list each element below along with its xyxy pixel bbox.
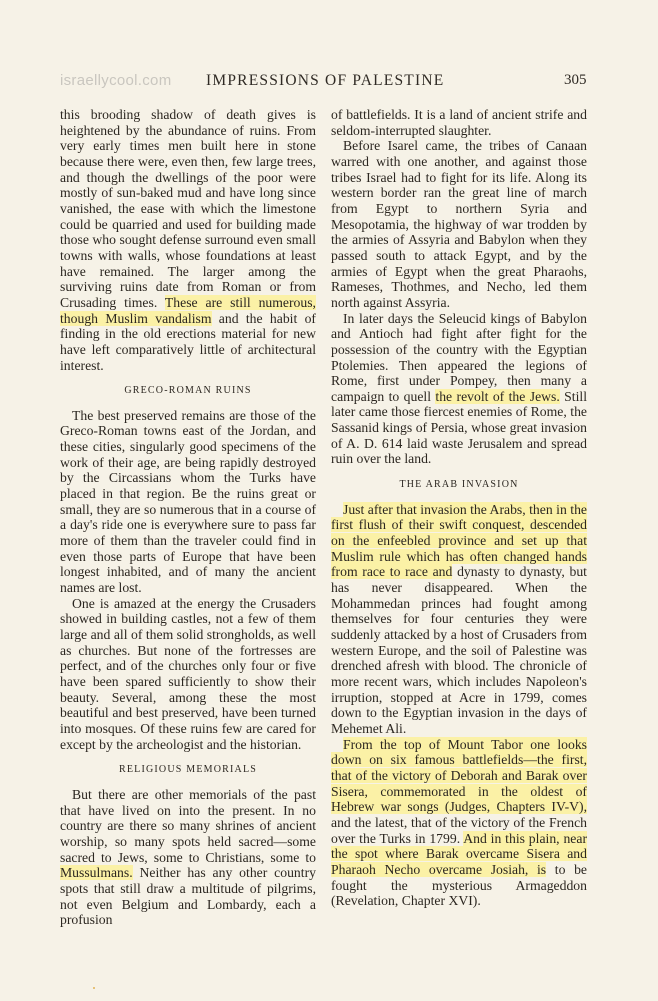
left-column bbox=[60, 107, 316, 928]
paragraph: Just after that invasion the Arabs, then in the first flush of their swift conquest, descended on the enfeebled province and set up that Muslim rule which has often changed hands from race to race and dynasty to dynasty, but has never disappeared. When the Mohammedan princes had fought among themselves for four centuries they were suddenly attacked by a host of Crusaders from western Europe, and the soil of Palestine was drenched afresh with blood. The chronicle of more recent wars, which includes Napoleon's irruption, stopped at Acre in 1799, comes down to the Egyptian invasion in the days of Mehemet Ali. bbox=[331, 501, 587, 736]
highlighted-text: Just after that invasion the Arabs, then in the first flush of their swift conquest, descended on the enfeebled province and set up that Muslim rule which has often changed hands from race to race and bbox=[331, 501, 587, 580]
page-number: 305 bbox=[564, 72, 587, 88]
paragraph: From the top of Mount Tabor one looks down on six famous battlefields—the first, that of the victory of Deborah and Barak over Sisera, commemorated in the oldest of Hebrew war songs (Judges, Chapters IV-V), and the latest, that of the victory of the French over the Turks in 1799. And in this plain, near the spot where Barak overcame Sisera and Pharaoh Necho overcame Josiah, is to be fought the mysterious Armageddon (Revelation, Chapter XVI). bbox=[331, 736, 588, 909]
highlighted-text: And in this plain, near the spot where Barak overcame Sisera and Pharaoh Necho overcame Josiah, is bbox=[331, 830, 588, 877]
paragraph: of battlefields. It is a land of ancient strife and seldom-interrupted slaughter. bbox=[331, 107, 587, 138]
running-title: IMPRESSIONS OF PALESTINE bbox=[206, 72, 445, 89]
highlighted-text: From the top of Mount Tabor one looks down on six famous battlefields—the first, that of the victory of Deborah and Barak over Sisera, commemorated in the oldest of Hebrew war songs (Judges, Chapters IV-V), bbox=[331, 736, 587, 815]
paragraph: Before Isarel came, the tribes of Canaan warred with one another, and against those tribes Israel had to fight for its life. Along its western border ran the great line of march from Egypt to northern Syria and Mesopotamia, the highway of war trodden by the armies of Assyria and Babylon when they passed south to attack Egypt, and by the armies of Egypt when the great Pharaohs, Rameses, Thothmes, and Necho, led them north against Assyria. bbox=[331, 138, 587, 310]
highlighted-text: These are still numerous, though Muslim vandalism bbox=[60, 294, 316, 326]
highlighted-text: the revolt of the Jews. bbox=[435, 388, 560, 404]
watermark: israellycool.com bbox=[60, 72, 172, 89]
paragraph: The best preserved remains are those of the Greco-Roman towns east of the Jordan, and these cities, singularly good specimens of the work of their age, are being rapidly destroyed by the Circassians whom the Turks have placed in that region. Be the ruins great or small, they are so numerous that in a course of a day's ride one is everywhere sure to pass far more of them than the traveler could find in even those parts of Europe that have been longest inhabited, and of many the ancient names are lost. bbox=[60, 407, 316, 596]
highlighted-text: Mussulmans. bbox=[60, 865, 133, 881]
right-column bbox=[331, 107, 587, 909]
section-heading: RELIGIOUS MEMORIALS bbox=[118, 764, 258, 776]
section-heading: GRECO-ROMAN RUINS bbox=[124, 385, 252, 397]
paragraph: But there are other memorials of the past that have lived on into the present. In no country are there so many shrines of ancient worship, so many spots held sacred—some sacred to Jews, some to Christians, some to Mussulmans. Neither has any other country spots that still draw a multitude of pilgrims, not even Belgium and Lombardy, each a profusion bbox=[60, 786, 316, 928]
paragraph: this brooding shadow of death gives is heightened by the abundance of ruins. From very early times men built here in stone because there were, even then, few large trees, and though the dwellings of the poor were mostly of sun-baked mud and have long since vanished, the ease with which the limestone could be quarried and used for building made those who sought defense surround even small towns with walls, whose foundations at least have remained. The larger among the surviving ruins date from Roman or from Crusading times. These are still numerous, though Muslim vandalism and the habit of finding in the old erections material for new have left comparatively little of architectural interest. bbox=[60, 107, 316, 373]
paragraph: One is amazed at the energy the Crusaders showed in building castles, not a few of them large and all of them solid strongholds, as well as churches. But none of the fortresses are perfect, and of the churches only four or five have been spared sufficiently to show their beauty. Several, among these the most beautiful and best preserved, have been turned into mosques. Of these ruins few are cared for except by the archeologist and the historian. bbox=[60, 595, 316, 752]
paragraph: In later days the Seleucid kings of Babylon and Antioch had fight after fight for the possession of the country with the Egyptian Ptolemies. Then appeared the legions of Rome, first under Pompey, then many a campaign to quell the revolt of the Jews. Still later came those fiercest enemies of Rome, the Sassanid kings of Persia, whose great invasion of A. D. 614 laid waste Jerusalem and spread ruin over the land. bbox=[331, 310, 587, 467]
section-heading: THE ARAB INVASION bbox=[399, 479, 519, 491]
paper-speck bbox=[93, 987, 95, 989]
